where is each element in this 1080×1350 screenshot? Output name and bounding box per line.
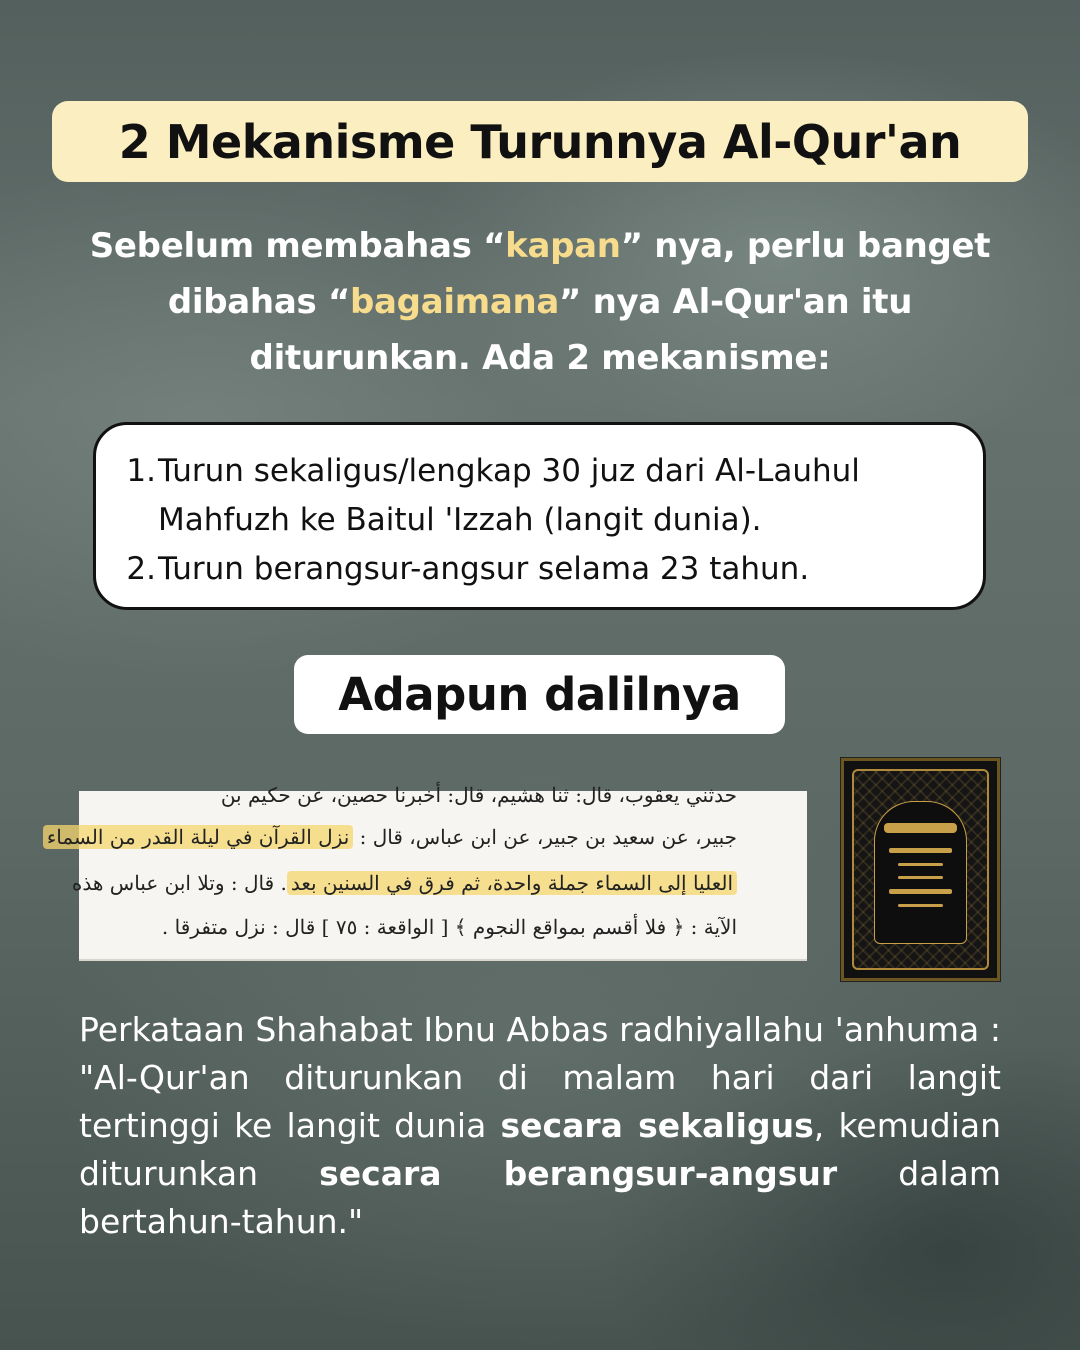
book-ornament-frame xyxy=(852,769,989,970)
intro-highlight-kapan: kapan xyxy=(505,226,621,266)
book-lettering-line xyxy=(898,904,944,907)
list-number: 1. xyxy=(126,453,156,489)
intro-paragraph xyxy=(70,218,1010,386)
scan-highlight: نزل القرآن في ليلة القدر من السماء xyxy=(43,825,353,849)
scan-text: جبير xyxy=(701,825,737,849)
list-text: Turun berangsur-angsur selama 23 tahun. xyxy=(158,551,810,587)
list-item xyxy=(118,447,963,545)
scan-highlight: العليا إلى السماء جملة واحدة، ثم فرق في السنين بعد xyxy=(287,871,737,895)
scan-text: ، عن سعيد بن جبير، عن ابن عباس، قال : xyxy=(359,825,702,849)
list-text: Turun sekaligus/lengkap 30 juz dari Al-Lauhul Mahfuzh ke Baitul 'Izzah (langit dunia). xyxy=(158,453,860,538)
scan-line xyxy=(72,871,737,895)
ibnu-abbas-quote xyxy=(79,1006,1001,1246)
book-lettering-line xyxy=(898,876,944,879)
mechanism-list xyxy=(93,422,986,610)
page-title: 2 Mekanisme Turunnya Al-Qur'an xyxy=(118,114,962,169)
scan-line xyxy=(43,825,737,849)
section-subtitle: Adapun dalilnya xyxy=(338,668,741,721)
quote-bold-2: secara berangsur-angsur xyxy=(319,1154,838,1193)
quote-text-1: Perkataan Shahabat Ibnu Abbas radhiyallahu 'anhuma : "Al-Qur'an diturunkan di malam hari dari langit tertinggi ke langit dunia xyxy=(79,1010,1001,1145)
intro-text-3: ” nya Al-Qur'an itu diturunkan. Ada 2 mekanisme: xyxy=(249,282,913,378)
book-lettering-line xyxy=(898,863,944,866)
tafsir-book-cover xyxy=(841,758,1000,981)
scan-line: الآية : ﴿ فلا أقسم بمواقع النجوم ﴾ [ الواقعة : ٧٥ ] قال : نزل متفرقا . xyxy=(161,915,737,939)
list-item xyxy=(118,545,963,594)
book-lettering-line xyxy=(889,889,953,894)
list-number: 2. xyxy=(126,551,156,587)
book-title-lettering xyxy=(884,823,957,833)
scan-text: . قال : وتلا ابن عباس هذه xyxy=(71,871,287,895)
tafsir-scan-image xyxy=(46,783,807,961)
title-banner xyxy=(52,101,1028,182)
scan-line: حدثني يعقوب، قال: ثنا هشيم، قال: أخبرنا حصين، عن حكيم بن xyxy=(220,783,737,807)
subtitle-banner xyxy=(294,655,785,734)
quote-text-3: dalam bertahun-tahun." xyxy=(79,1154,1002,1241)
intro-text-1: Sebelum membahas “ xyxy=(89,226,506,266)
intro-highlight-bagaimana: bagaimana xyxy=(350,282,560,322)
quote-bold-1: secara sekaligus xyxy=(500,1106,814,1145)
quote-text-2: , kemudian diturunkan xyxy=(79,1106,1002,1193)
book-title-panel xyxy=(874,801,967,944)
intro-text-2: ” nya, perlu banget dibahas “ xyxy=(167,226,991,322)
book-subtitle-lettering xyxy=(889,848,953,853)
